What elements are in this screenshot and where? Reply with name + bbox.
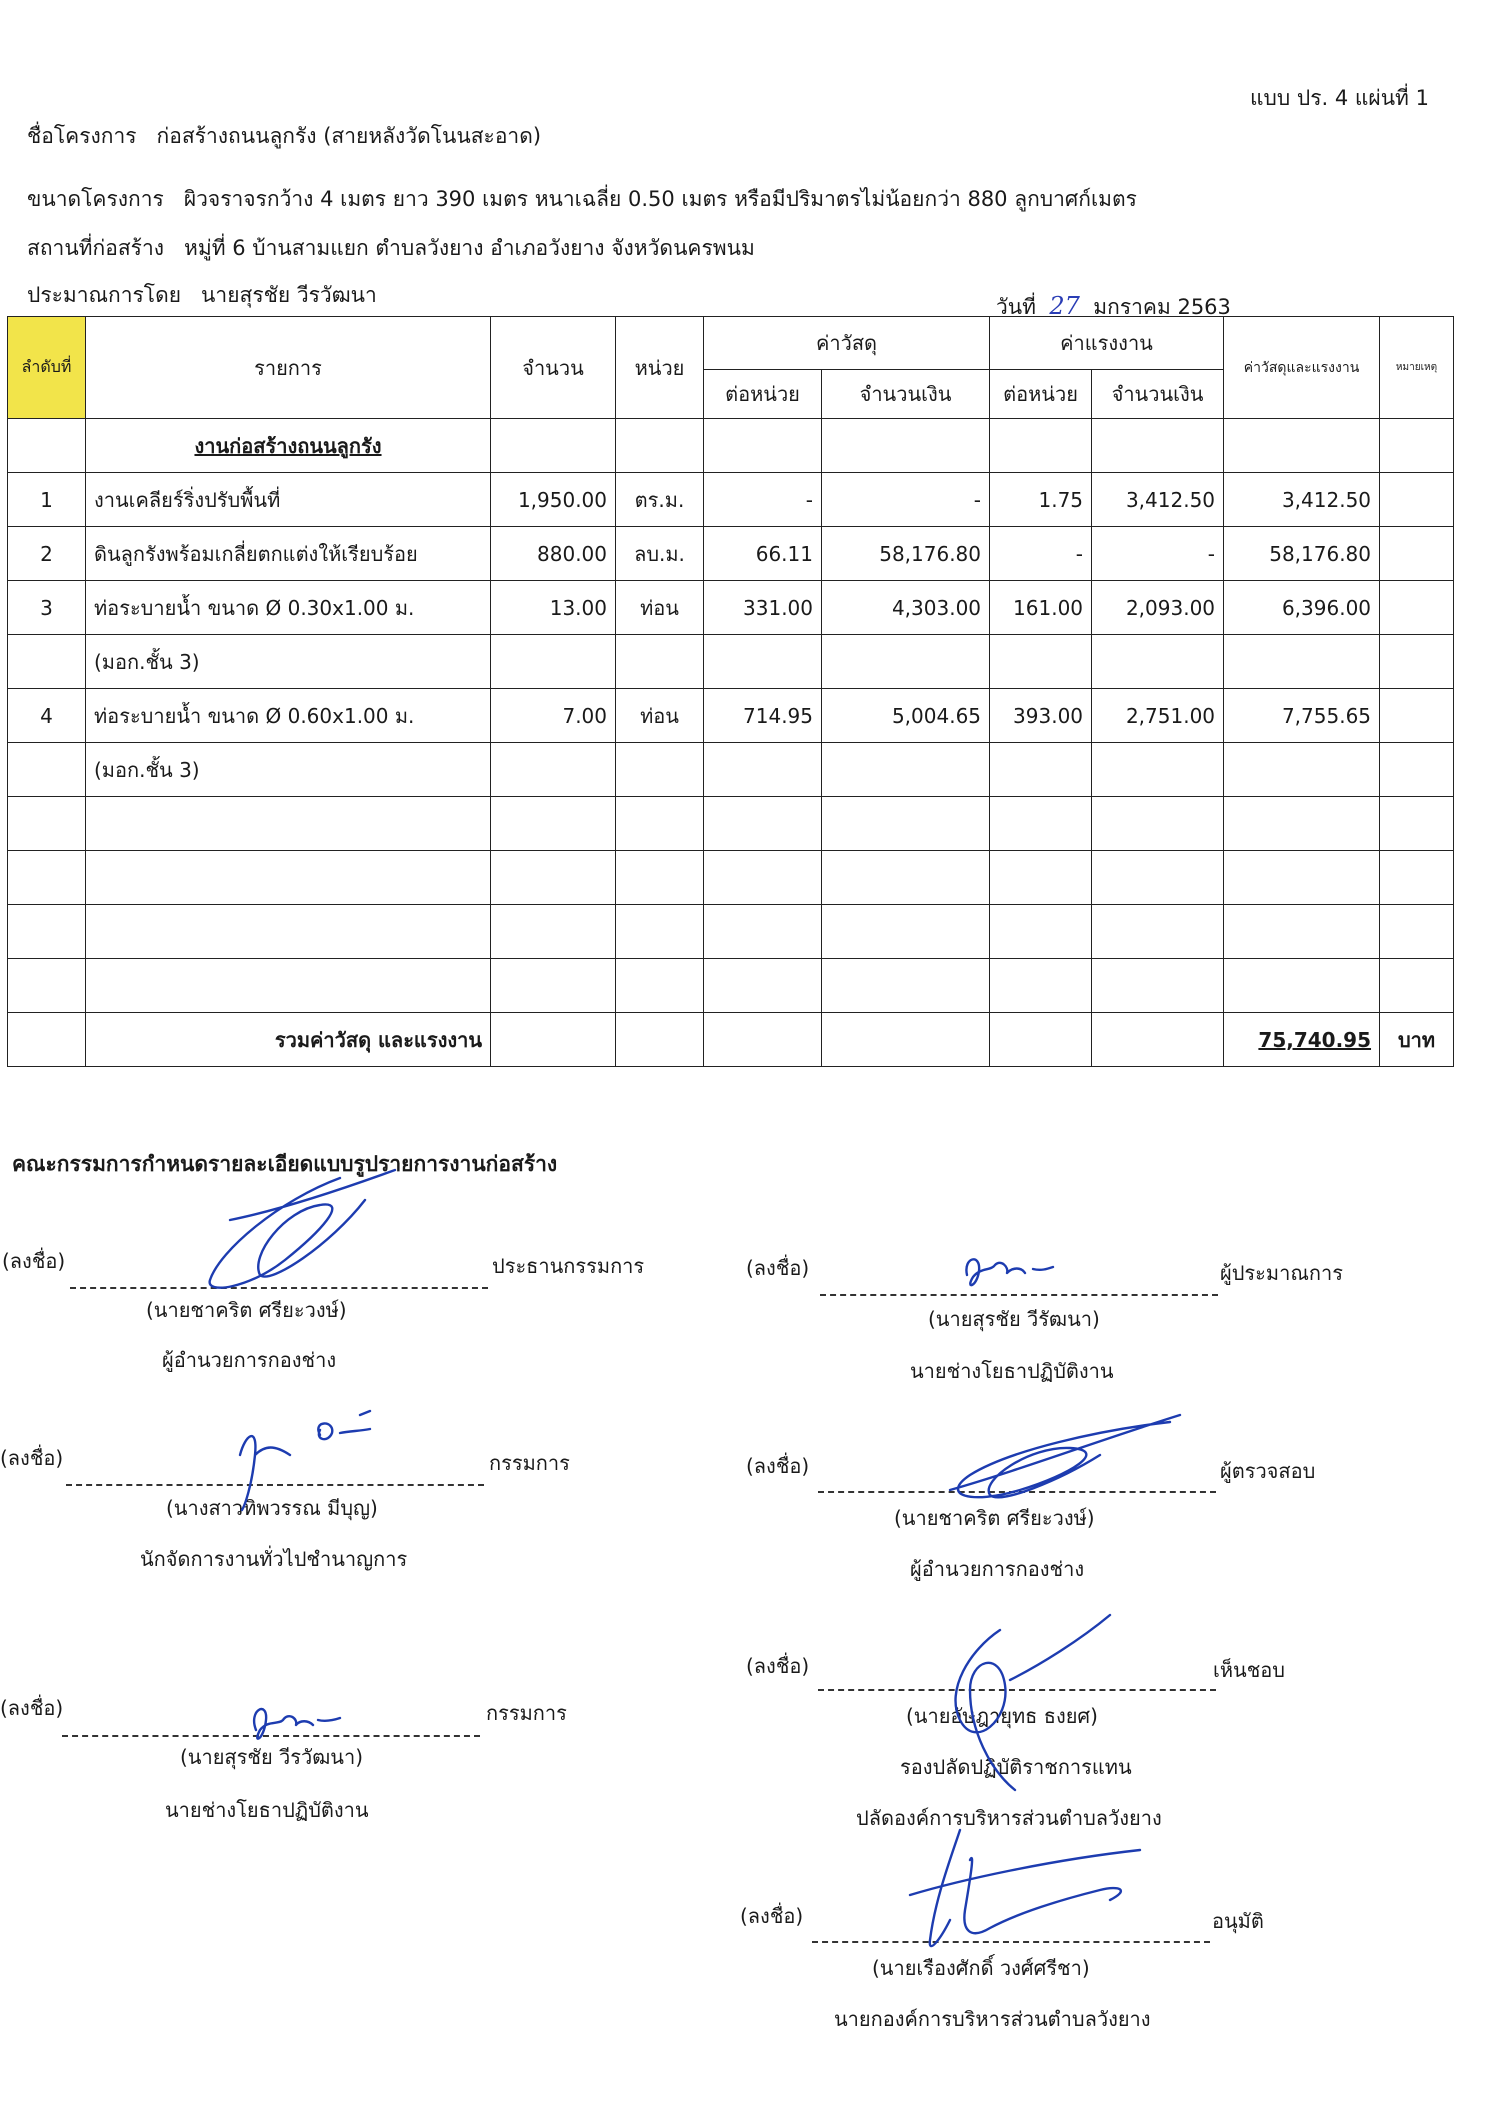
row-material-per-unit: 714.95 [704, 689, 822, 743]
row-qty [491, 635, 616, 689]
agree-role: เห็นชอบ [1213, 1658, 1285, 1682]
project-location: หมู่ที่ 6 บ้านสามแยก ตำบลวังยาง อำเภอวังยาง จังหวัดนครพนม [184, 236, 755, 260]
row-no [8, 635, 86, 689]
row-no: 3 [8, 581, 86, 635]
form-id: แบบ ปร. 4 แผ่นที่ 1 [1250, 86, 1429, 110]
header-remark: หมายเหตุ [1380, 317, 1454, 419]
inspector-position: ผู้อำนวยการกองช่าง [910, 1557, 1085, 1581]
cost-estimate-table [7, 316, 1454, 1067]
row-labor-amount [1092, 635, 1224, 689]
member1-signature [220, 1385, 390, 1515]
row-material-per-unit: - [704, 473, 822, 527]
row-item: (มอก.ชั้น 3) [86, 635, 491, 689]
inspector-signature [930, 1410, 1190, 1510]
row-qty: 13.00 [491, 581, 616, 635]
row-material-amount [822, 743, 990, 797]
estimator-label: ประมาณการโดย [27, 283, 182, 307]
member1-role: กรรมการ [489, 1451, 570, 1475]
row-item: ท่อระบายน้ำ ขนาด Ø 0.60x1.00 ม. [86, 689, 491, 743]
row-no: 4 [8, 689, 86, 743]
row-material-per-unit [704, 635, 822, 689]
chair-role: ประธานกรรมการ [492, 1254, 645, 1278]
row-labor-amount: 2,751.00 [1092, 689, 1224, 743]
header-material: ค่าวัสดุ [704, 317, 990, 370]
project-location-label: สถานที่ก่อสร้าง [27, 236, 164, 260]
row-labor-per-unit: 161.00 [990, 581, 1092, 635]
committee-title: คณะกรรมการกำหนดรายละเอียดแบบรูปรายการงานก่อสร้าง [12, 1152, 558, 1176]
row-qty: 7.00 [491, 689, 616, 743]
header-qty: จำนวน [491, 317, 616, 419]
inspector-name: (นายชาคริต ศรียะวงษ์) [894, 1506, 1095, 1530]
row-item: ดินลูกรังพร้อมเกลี่ยตกแต่งให้เรียบร้อย [86, 527, 491, 581]
row-total [1224, 635, 1380, 689]
project-size-line [27, 183, 1137, 216]
table-row [8, 473, 1454, 527]
row-remark [1380, 635, 1454, 689]
inspector-role: ผู้ตรวจสอบ [1220, 1459, 1316, 1483]
sign-label: (ลงชื่อ) [740, 1904, 804, 1928]
row-total: 7,755.65 [1224, 689, 1380, 743]
project-name: ก่อสร้างถนนลูกรัง (สายหลังวัดโนนสะอาด) [156, 124, 542, 148]
row-labor-amount [1092, 743, 1224, 797]
date-day: 27 [1049, 292, 1080, 320]
row-total: 3,412.50 [1224, 473, 1380, 527]
row-material-amount: 5,004.65 [822, 689, 990, 743]
empty-row [8, 851, 1454, 905]
sign-label: (ลงชื่อ) [746, 1256, 810, 1280]
sign-label: (ลงชื่อ) [0, 1446, 64, 1470]
empty-row [8, 905, 1454, 959]
header-no: ลำดับที่ [8, 317, 86, 419]
header-unit: หน่วย [616, 317, 704, 419]
header-labor: ค่าแรงงาน [990, 317, 1224, 370]
approve-signature [900, 1820, 1160, 1960]
row-no: 2 [8, 527, 86, 581]
header-item: รายการ [86, 317, 491, 419]
row-labor-per-unit: 393.00 [990, 689, 1092, 743]
empty-row [8, 959, 1454, 1013]
row-remark [1380, 527, 1454, 581]
sign-label: (ลงชื่อ) [746, 1454, 810, 1478]
row-material-amount [822, 635, 990, 689]
estimator-role: ผู้ประมาณการ [1220, 1261, 1343, 1285]
project-size: ผิวจราจรกว้าง 4 เมตร ยาว 390 เมตร หนาเฉลี่ย 0.50 เมตร หรือมีปริมาตรไม่น้อยกว่า 880 ลูกบาศก์เมตร [183, 187, 1137, 211]
empty-row [8, 797, 1454, 851]
sign-label: (ลงชื่อ) [746, 1654, 810, 1678]
total-label: รวมค่าวัสดุ และแรงงาน [86, 1013, 491, 1067]
member2-signature [238, 1690, 358, 1750]
row-qty [491, 743, 616, 797]
approve-position: นายกองค์การบริหารส่วนตำบลวังยาง [834, 2007, 1151, 2031]
row-item: (มอก.ชั้น 3) [86, 743, 491, 797]
row-qty: 1,950.00 [491, 473, 616, 527]
project-location-line [27, 232, 755, 265]
chair-signature [190, 1160, 410, 1300]
row-material-per-unit [704, 743, 822, 797]
row-remark [1380, 581, 1454, 635]
row-material-amount: 4,303.00 [822, 581, 990, 635]
row-total: 58,176.80 [1224, 527, 1380, 581]
row-material-amount: - [822, 473, 990, 527]
row-total [1224, 743, 1380, 797]
row-item: ท่อระบายน้ำ ขนาด Ø 0.30x1.00 ม. [86, 581, 491, 635]
row-unit: ท่อน [616, 689, 704, 743]
row-labor-per-unit [990, 635, 1092, 689]
estimator-position: นายช่างโยธาปฏิบัติงาน [910, 1359, 1114, 1383]
header-material-amount: จำนวนเงิน [822, 370, 990, 419]
member2-position: นายช่างโยธาปฏิบัติงาน [165, 1798, 369, 1822]
table-row [8, 527, 1454, 581]
agree-position-2: ปลัดองค์การบริหารส่วนตำบลวังยาง [856, 1806, 1162, 1830]
chair-position: ผู้อำนวยการกองช่าง [162, 1348, 337, 1372]
section-title: งานก่อสร้างถนนลูกรัง [86, 419, 491, 473]
row-material-amount: 58,176.80 [822, 527, 990, 581]
estimator-signature [955, 1245, 1075, 1295]
sign-label: (ลงชื่อ) [2, 1249, 66, 1273]
member1-name: (นางสาวทิพวรรณ มีบุญ) [166, 1496, 378, 1520]
row-material-per-unit: 331.00 [704, 581, 822, 635]
row-total: 6,396.00 [1224, 581, 1380, 635]
estimator-line [27, 279, 377, 312]
agree-signature [930, 1610, 1130, 1800]
row-labor-per-unit: - [990, 527, 1092, 581]
project-name-label: ชื่อโครงการ [27, 124, 137, 148]
date-month-year: มกราคม 2563 [1093, 295, 1231, 319]
total-unit: บาท [1380, 1013, 1454, 1067]
total-value: 75,740.95 [1224, 1013, 1380, 1067]
agree-name: (นายอัษฎายุทธ ธงยศ) [906, 1704, 1098, 1728]
table-row [8, 635, 1454, 689]
row-labor-amount: - [1092, 527, 1224, 581]
row-unit [616, 635, 704, 689]
header-material-per-unit: ต่อหน่วย [704, 370, 822, 419]
table-row [8, 743, 1454, 797]
row-unit [616, 743, 704, 797]
estimator-name: นายสุรชัย วีรวัฒนา [201, 283, 377, 307]
estimator-sig-name: (นายสุรชัย วีรัฒนา) [928, 1307, 1100, 1331]
header-labor-amount: จำนวนเงิน [1092, 370, 1224, 419]
header-row-1 [8, 317, 1454, 370]
row-labor-amount: 3,412.50 [1092, 473, 1224, 527]
row-material-per-unit: 66.11 [704, 527, 822, 581]
row-labor-per-unit: 1.75 [990, 473, 1092, 527]
row-item: งานเคลียร์ริ่งปรับพื้นที่ [86, 473, 491, 527]
member2-name: (นายสุรชัย วีรวัฒนา) [180, 1745, 363, 1769]
project-size-label: ขนาดโครงการ [27, 187, 164, 211]
row-unit: ตร.ม. [616, 473, 704, 527]
table-row [8, 581, 1454, 635]
row-unit: ลบ.ม. [616, 527, 704, 581]
row-remark [1380, 473, 1454, 527]
row-labor-amount: 2,093.00 [1092, 581, 1224, 635]
approve-name: (นายเรืองศักดิ์ วงศ์ศรีชา) [872, 1956, 1090, 1980]
section-row [8, 419, 1454, 473]
row-remark [1380, 743, 1454, 797]
row-unit: ท่อน [616, 581, 704, 635]
project-name-line [27, 120, 541, 153]
chair-name: (นายชาคริต ศรียะวงษ์) [146, 1298, 347, 1322]
row-labor-per-unit [990, 743, 1092, 797]
total-row [8, 1013, 1454, 1067]
row-remark [1380, 689, 1454, 743]
table-row [8, 689, 1454, 743]
member1-position: นักจัดการงานทั่วไปชำนาญการ [140, 1547, 408, 1571]
header-labor-per-unit: ต่อหน่วย [990, 370, 1092, 419]
row-no: 1 [8, 473, 86, 527]
agree-position-1: รองปลัดปฏิบัติราชการแทน [900, 1755, 1132, 1779]
row-qty: 880.00 [491, 527, 616, 581]
header-total: ค่าวัสดุและแรงงาน [1224, 317, 1380, 419]
row-no [8, 743, 86, 797]
sign-label: (ลงชื่อ) [0, 1696, 64, 1720]
member2-role: กรรมการ [486, 1701, 567, 1725]
date-label: วันที่ [996, 295, 1036, 319]
approve-role: อนุมัติ [1212, 1909, 1264, 1933]
